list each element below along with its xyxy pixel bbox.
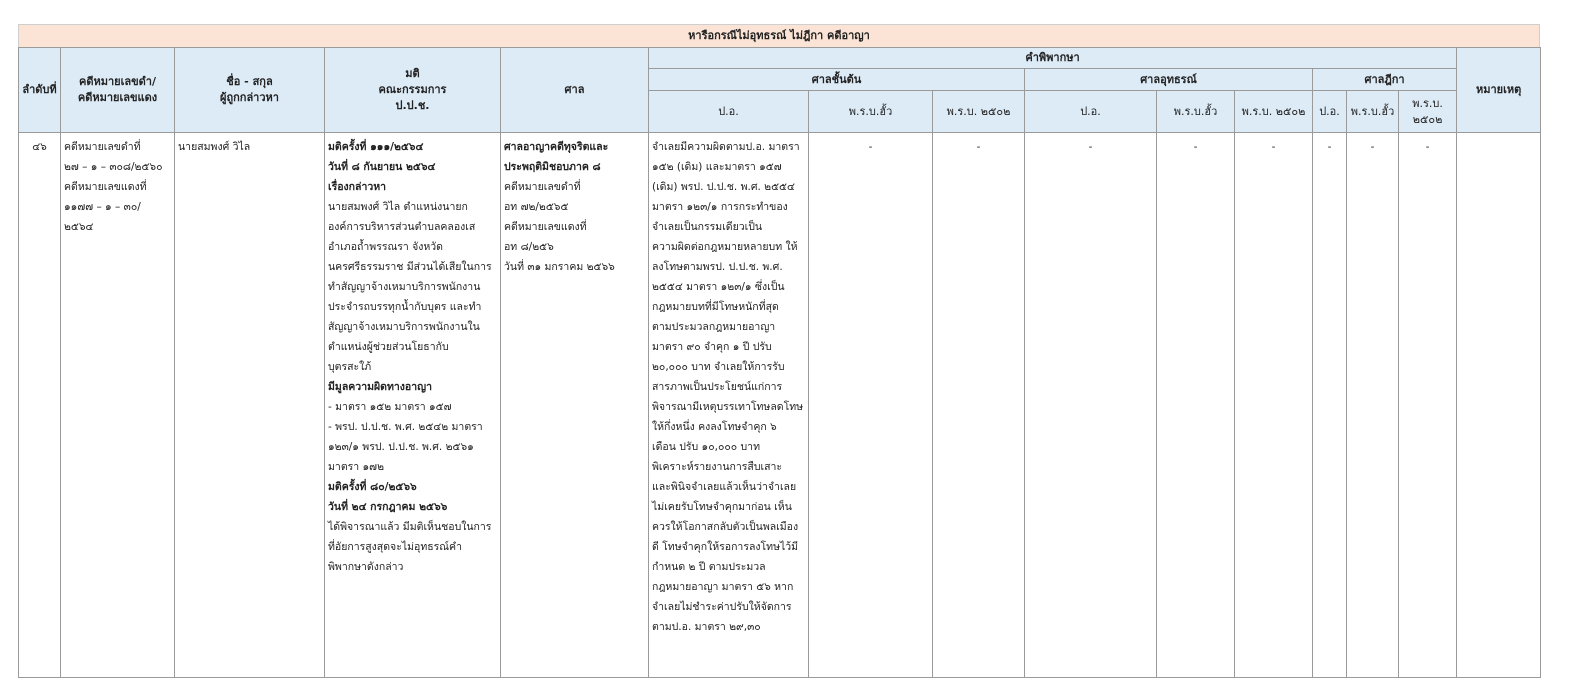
- cell-line: มติครั้งที่ ๘๐/๒๕๖๖: [328, 481, 417, 493]
- header-judgment: คำพิพากษา: [649, 48, 1457, 69]
- cell-line: ตามป.อ. มาตรา ๒๙,๓๐: [652, 621, 761, 633]
- cell-line: ดี โทษจำคุกให้รอการลงโทษไว้มี: [652, 541, 799, 553]
- cell-line: จำเลยเป็นกรรมเดียวเป็น: [652, 221, 763, 233]
- cell-line: วันที่ ๘ กันยายน ๒๕๖๔: [328, 161, 436, 173]
- cell-line: นายสมพงศ์ วิไล ตำแหน่งนายก: [328, 201, 468, 213]
- cell-supreme-prb-2502: -: [1399, 133, 1457, 678]
- cell-line: เดือน ปรับ ๑๐,๐๐๐ บาท: [652, 441, 760, 453]
- cell-court: [501, 133, 649, 678]
- cell-line: มติครั้งที่ ๑๑๑/๒๕๖๔: [328, 141, 424, 153]
- cell-line: ตำแหน่งผู้ช่วยส่วนโยธากับ: [328, 341, 449, 353]
- header-supreme-po: ป.อ.: [1313, 91, 1347, 133]
- header-first-prb-2502: พ.ร.บ. ๒๕๐๒: [933, 91, 1025, 133]
- header-court: ศาล: [501, 48, 649, 133]
- cell-line: - พรป. ป.ป.ช. พ.ศ. ๒๕๔๒ มาตรา: [328, 421, 483, 433]
- header-row-1: [19, 48, 1541, 69]
- cell-line: ลงโทษตามพรป. ป.ป.ช. พ.ศ.: [652, 261, 783, 273]
- header-appeal-prb-hua: พ.ร.บ.ฮั้ว: [1157, 91, 1235, 133]
- cell-resolution: [325, 133, 501, 678]
- cell-line: คดีหมายเลขแดงที่: [504, 221, 587, 233]
- header-case: คดีหมายเลขดำ/ คดีหมายเลขแดง: [61, 48, 175, 133]
- header-supreme-prb-2502: พ.ร.บ. ๒๕๐๒: [1399, 91, 1457, 133]
- cell-line: นครศรีธรรมราช มีส่วนได้เสียในการ: [328, 261, 492, 273]
- cell-case: คดีหมายเลขดำที่ ๒๗ – ๑ – ๓๐๘/๒๕๖๐ คดีหมายเลขแดงที่ ๑๑๗๗ – ๑ – ๓๐/ ๒๕๖๔: [61, 133, 175, 678]
- cell-line: จำเลยไม่ชำระค่าปรับให้จัดการ: [652, 601, 792, 613]
- cell-line: มาตรา ๑๗๒: [328, 461, 384, 473]
- cell-line: ความผิดต่อกฎหมายหลายบท ให้: [652, 241, 798, 253]
- cell-line: พิเคราะห์รายงานการสืบเสาะ: [652, 461, 783, 473]
- cell-line: ควรให้โอกาสกลับตัวเป็นพลเมือง: [652, 521, 799, 533]
- cell-line: ให้กึ่งหนึ่ง คงลงโทษจำคุก ๖: [652, 421, 777, 433]
- cell-line: ไม่เคยรับโทษจำคุกมาก่อน เห็น: [652, 501, 792, 513]
- header-appeal-po: ป.อ.: [1025, 91, 1157, 133]
- cell-line: อท ๗๒/๒๕๖๕: [504, 201, 569, 213]
- header-no: ลำดับที่: [19, 48, 61, 133]
- cell-line: ๒๕๕๔ มาตรา ๑๒๓/๑ ซึ่งเป็น: [652, 281, 785, 293]
- header-name: ชื่อ - สกุล ผู้ถูกกล่าวหา: [175, 48, 325, 133]
- cell-line: บุตรสะใภ้: [328, 361, 372, 373]
- cell-line: เรื่องกล่าวหา: [328, 181, 387, 193]
- cell-line: จำเลยมีความผิดตามป.อ. มาตรา: [652, 141, 800, 153]
- cell-first-po: [649, 133, 809, 678]
- cell-line: ๑๒๓/๑ พรป. ป.ป.ช. พ.ศ. ๒๕๖๑: [328, 441, 474, 453]
- table-row: [19, 133, 1541, 678]
- case-table: [18, 47, 1541, 678]
- cell-no: ๔๖: [19, 133, 61, 678]
- cell-line: กฎหมายอาญา มาตรา ๕๖ หาก: [652, 581, 794, 593]
- cell-line: มีมูลความผิดทางอาญา: [328, 381, 432, 393]
- header-first-po: ป.อ.: [649, 91, 809, 133]
- cell-line: พิพากษาดังกล่าว: [328, 561, 404, 573]
- cell-line: วันที่ ๓๑ มกราคม ๒๕๖๖: [504, 261, 615, 273]
- cell-line: - มาตรา ๑๕๒ มาตรา ๑๕๗: [328, 401, 452, 413]
- cell-line: มาตรา ๑๒๓/๑ การกระทำของ: [652, 201, 788, 213]
- header-first-prb-hua: พ.ร.บ.ฮั้ว: [809, 91, 933, 133]
- cell-line: องค์การบริหารส่วนตำบลคลองเส: [328, 221, 476, 233]
- cell-line: ตามประมวลกฎหมายอาญา: [652, 321, 776, 333]
- header-first-court: ศาลชั้นต้น: [649, 69, 1025, 91]
- cell-line: ศาลอาญาคดีทุจริตและ: [504, 141, 609, 153]
- cell-first-prb-2502: -: [933, 133, 1025, 678]
- cell-line: พิจารณามีเหตุบรรเทาโทษลดโทษ: [652, 401, 804, 413]
- cell-appeal-po: -: [1025, 133, 1157, 678]
- header-resolution: มติ คณะกรรมการ ป.ป.ช.: [325, 48, 501, 133]
- cell-remark: [1457, 133, 1541, 678]
- header-supreme-prb-hua: พ.ร.บ.ฮั้ว: [1347, 91, 1399, 133]
- cell-line: กำหนด ๒ ปี ตามประมวล: [652, 561, 766, 573]
- cell-line: (เดิม) พรป. ป.ป.ช. พ.ศ. ๒๕๕๔: [652, 181, 795, 193]
- cell-supreme-po: -: [1313, 133, 1347, 678]
- header-appeal-court: ศาลอุทธรณ์: [1025, 69, 1313, 91]
- cell-line: ประพฤติมิชอบภาค ๘: [504, 161, 601, 173]
- cell-line: คดีหมายเลขดำที่: [504, 181, 581, 193]
- cell-line: ๑๕๒ (เดิม) และมาตรา ๑๕๗: [652, 161, 782, 173]
- cell-first-prb-hua: -: [809, 133, 933, 678]
- header-remark: หมายเหตุ: [1457, 48, 1541, 133]
- cell-appeal-prb-2502: -: [1235, 133, 1313, 678]
- cell-line: วันที่ ๒๔ กรกฎาคม ๒๕๖๖: [328, 501, 448, 513]
- document-table-wrapper: [18, 24, 1540, 678]
- cell-name: นายสมพงศ์ วิไล: [175, 133, 325, 678]
- cell-supreme-prb-hua: -: [1347, 133, 1399, 678]
- table-banner: หารือกรณีไม่อุทธรณ์ ไม่ฎีกา คดีอาญา: [18, 24, 1540, 47]
- cell-line: ๒๐,๐๐๐ บาท จำเลยให้การรับ: [652, 361, 785, 373]
- cell-line: ทำสัญญาจ้างเหมาบริการพนักงาน: [328, 281, 481, 293]
- cell-line: อท ๘/๒๕๖: [504, 241, 554, 253]
- cell-appeal-prb-hua: -: [1157, 133, 1235, 678]
- cell-line: กฎหมายบทที่มีโทษหนักที่สุด: [652, 301, 779, 313]
- cell-line: สัญญาจ้างเหมาบริการพนักงานใน: [328, 321, 480, 333]
- header-supreme-court: ศาลฎีกา: [1313, 69, 1457, 91]
- cell-line: อำเภอถ้ำพรรณรา จังหวัด: [328, 241, 444, 253]
- cell-line: ที่อัยการสูงสุดจะไม่อุทธรณ์คำ: [328, 541, 462, 553]
- cell-line: มาตรา ๙๐ จำคุก ๑ ปี ปรับ: [652, 341, 772, 353]
- cell-line: และพินิจจำเลยแล้วเห็นว่าจำเลย: [652, 481, 797, 493]
- header-appeal-prb-2502: พ.ร.บ. ๒๕๐๒: [1235, 91, 1313, 133]
- cell-line: ได้พิจารณาแล้ว มีมติเห็นชอบในการ: [328, 521, 492, 533]
- cell-line: สารภาพเป็นประโยชน์แก่การ: [652, 381, 783, 393]
- cell-line: ประจำรถบรรทุกน้ำกับบุตร และทำ: [328, 301, 482, 313]
